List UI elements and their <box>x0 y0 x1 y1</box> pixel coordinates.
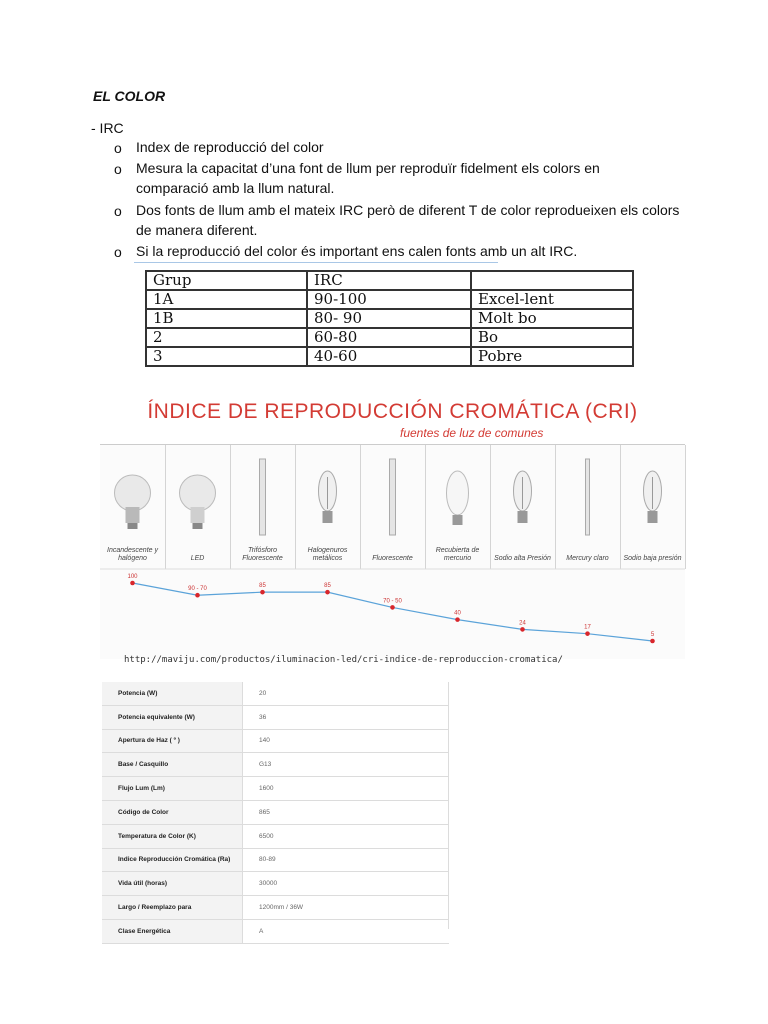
spec-key: Flujo Lum (Lm) <box>102 777 243 801</box>
lamp-icon <box>644 471 662 523</box>
table-row <box>102 705 449 729</box>
cri-line-chart <box>100 445 685 659</box>
table-cell: Bo <box>471 328 633 347</box>
cri-point <box>585 631 590 636</box>
lamp-icon <box>319 471 337 523</box>
table-header-cell: Grup <box>146 271 307 290</box>
lamp-label: Trifósforo Fluorescente <box>242 547 283 562</box>
spec-value: 140 <box>243 729 450 753</box>
spec-value: 1200mm / 36W <box>243 896 450 920</box>
table-cell: 60-80 <box>307 328 471 347</box>
table-row <box>102 682 449 705</box>
spec-value: 30000 <box>243 872 450 896</box>
spec-key: Clase Energética <box>102 919 243 943</box>
spec-key: Base / Casquillo <box>102 753 243 777</box>
lamp-label: Fluorescente <box>372 555 413 562</box>
table-cell: 80- 90 <box>307 309 471 328</box>
cri-value-label: 100 <box>127 574 138 580</box>
spec-table <box>102 682 449 944</box>
cri-point <box>260 590 265 595</box>
irc-table <box>145 270 634 367</box>
cri-value-label: 90 - 70 <box>188 586 207 593</box>
table-row <box>102 872 449 896</box>
table-cell: Molt bo <box>471 309 633 328</box>
cri-value-label: 85 <box>259 583 266 590</box>
cri-infographic <box>100 396 685 658</box>
lamp-icon <box>260 459 266 535</box>
lamp-icon <box>447 471 469 525</box>
bullet-mark: o <box>114 140 122 156</box>
cri-value-label: 5 <box>650 632 655 638</box>
table-header-cell: IRC <box>307 271 471 290</box>
cri-point <box>390 605 395 610</box>
table-row <box>102 729 449 753</box>
bullet-text: Si la reproducció del color és important ens calen fonts amb un alt IRC. <box>136 243 578 259</box>
table-cell: 2 <box>146 328 307 347</box>
section-label: - IRC <box>91 120 124 136</box>
bullet-text: Index de reproducció del color <box>136 139 324 155</box>
table-row <box>102 753 449 777</box>
table-row <box>102 800 449 824</box>
cri-line <box>133 583 653 641</box>
source-url: http://maviju.com/productos/iluminacion-led/cri-indice-de-reproduccion-cromatica/ <box>124 655 563 665</box>
table-row <box>146 309 633 328</box>
table-header-cell <box>471 271 633 290</box>
document-heading: EL COLOR <box>93 88 166 104</box>
spec-value: G13 <box>243 753 450 777</box>
spec-key: Indice Reproducción Cromática (Ra) <box>102 848 243 872</box>
lamp-label: Sodio alta Presión <box>494 555 551 562</box>
cri-point <box>650 639 655 644</box>
lamp-label: Halogenuros metálicos <box>307 547 348 562</box>
spec-key: Potencia equivalente (W) <box>102 705 243 729</box>
bullet-mark: o <box>114 203 122 219</box>
lamp-label: LED <box>190 555 205 562</box>
lamp-label: Incandescente y halógeno <box>107 547 158 562</box>
lamp-label: Mercury claro <box>566 555 609 562</box>
spec-key: Potencia (W) <box>102 682 243 705</box>
cri-point <box>455 617 460 622</box>
cri-value-label: 24 <box>519 620 526 627</box>
hyperlink-underline <box>134 262 498 263</box>
cri-value-label: 40 <box>454 610 461 617</box>
table-row <box>102 824 449 848</box>
lamp-icon <box>514 471 532 523</box>
cri-point <box>520 627 525 632</box>
table-row <box>146 347 633 366</box>
table-row <box>102 777 449 801</box>
spec-key: Largo / Reemplazo para <box>102 896 243 920</box>
cri-value-label: 17 <box>584 624 591 631</box>
table-row <box>146 290 633 309</box>
table-cell: 90-100 <box>307 290 471 309</box>
lamp-panel <box>100 444 685 659</box>
table-header-row <box>146 271 633 290</box>
lamp-label: Sodio baja presión <box>623 555 682 562</box>
cri-point <box>195 593 200 598</box>
cri-point <box>325 590 330 595</box>
bullet-text: Dos fonts de llum amb el mateix IRC però de diferent T de color reprodueixen els colors de manera diferent. <box>136 202 680 238</box>
bullet-mark: o <box>114 244 122 260</box>
table-row <box>102 896 449 920</box>
cri-value-label: 85 <box>324 583 331 590</box>
spec-value: 36 <box>243 705 450 729</box>
table-cell: 40-60 <box>307 347 471 366</box>
table-cell: 1B <box>146 309 307 328</box>
table-cell: Pobre <box>471 347 633 366</box>
spec-key: Temperatura de Color (K) <box>102 824 243 848</box>
spec-key: Vida útil (horas) <box>102 872 243 896</box>
spec-value: 6500 <box>243 824 450 848</box>
lamp-icon <box>390 459 396 535</box>
lamp-icon <box>586 459 590 535</box>
spec-value: 80-89 <box>243 848 450 872</box>
table-cell: 3 <box>146 347 307 366</box>
lamp-label: Recubierta de mercurio <box>435 547 480 562</box>
spec-value: 20 <box>243 682 450 705</box>
cri-value-label: 70 - 50 <box>383 598 402 605</box>
bullet-text: Mesura la capacitat d’una font de llum per reproduïr fidelment els colors en comparació amb la llum natural. <box>136 160 600 196</box>
lamp-icon <box>180 475 216 529</box>
table-row <box>102 919 449 943</box>
spec-value: 1600 <box>243 777 450 801</box>
cri-point <box>130 581 135 586</box>
spec-value: 865 <box>243 800 450 824</box>
table-cell: Excel-lent <box>471 290 633 309</box>
spec-key: Código de Color <box>102 800 243 824</box>
lamp-icon <box>115 475 151 529</box>
spec-value: A <box>243 919 450 943</box>
table-cell: 1A <box>146 290 307 309</box>
infographic-title: ÍNDICE DE REPRODUCCIÓN CROMÁTICA (CRI) <box>147 400 638 423</box>
bullet-mark: o <box>114 161 122 177</box>
spec-key: Apertura de Haz ( º ) <box>102 729 243 753</box>
infographic-subtitle: fuentes de luz de comunes <box>400 426 544 440</box>
table-row <box>102 848 449 872</box>
table-row <box>146 328 633 347</box>
